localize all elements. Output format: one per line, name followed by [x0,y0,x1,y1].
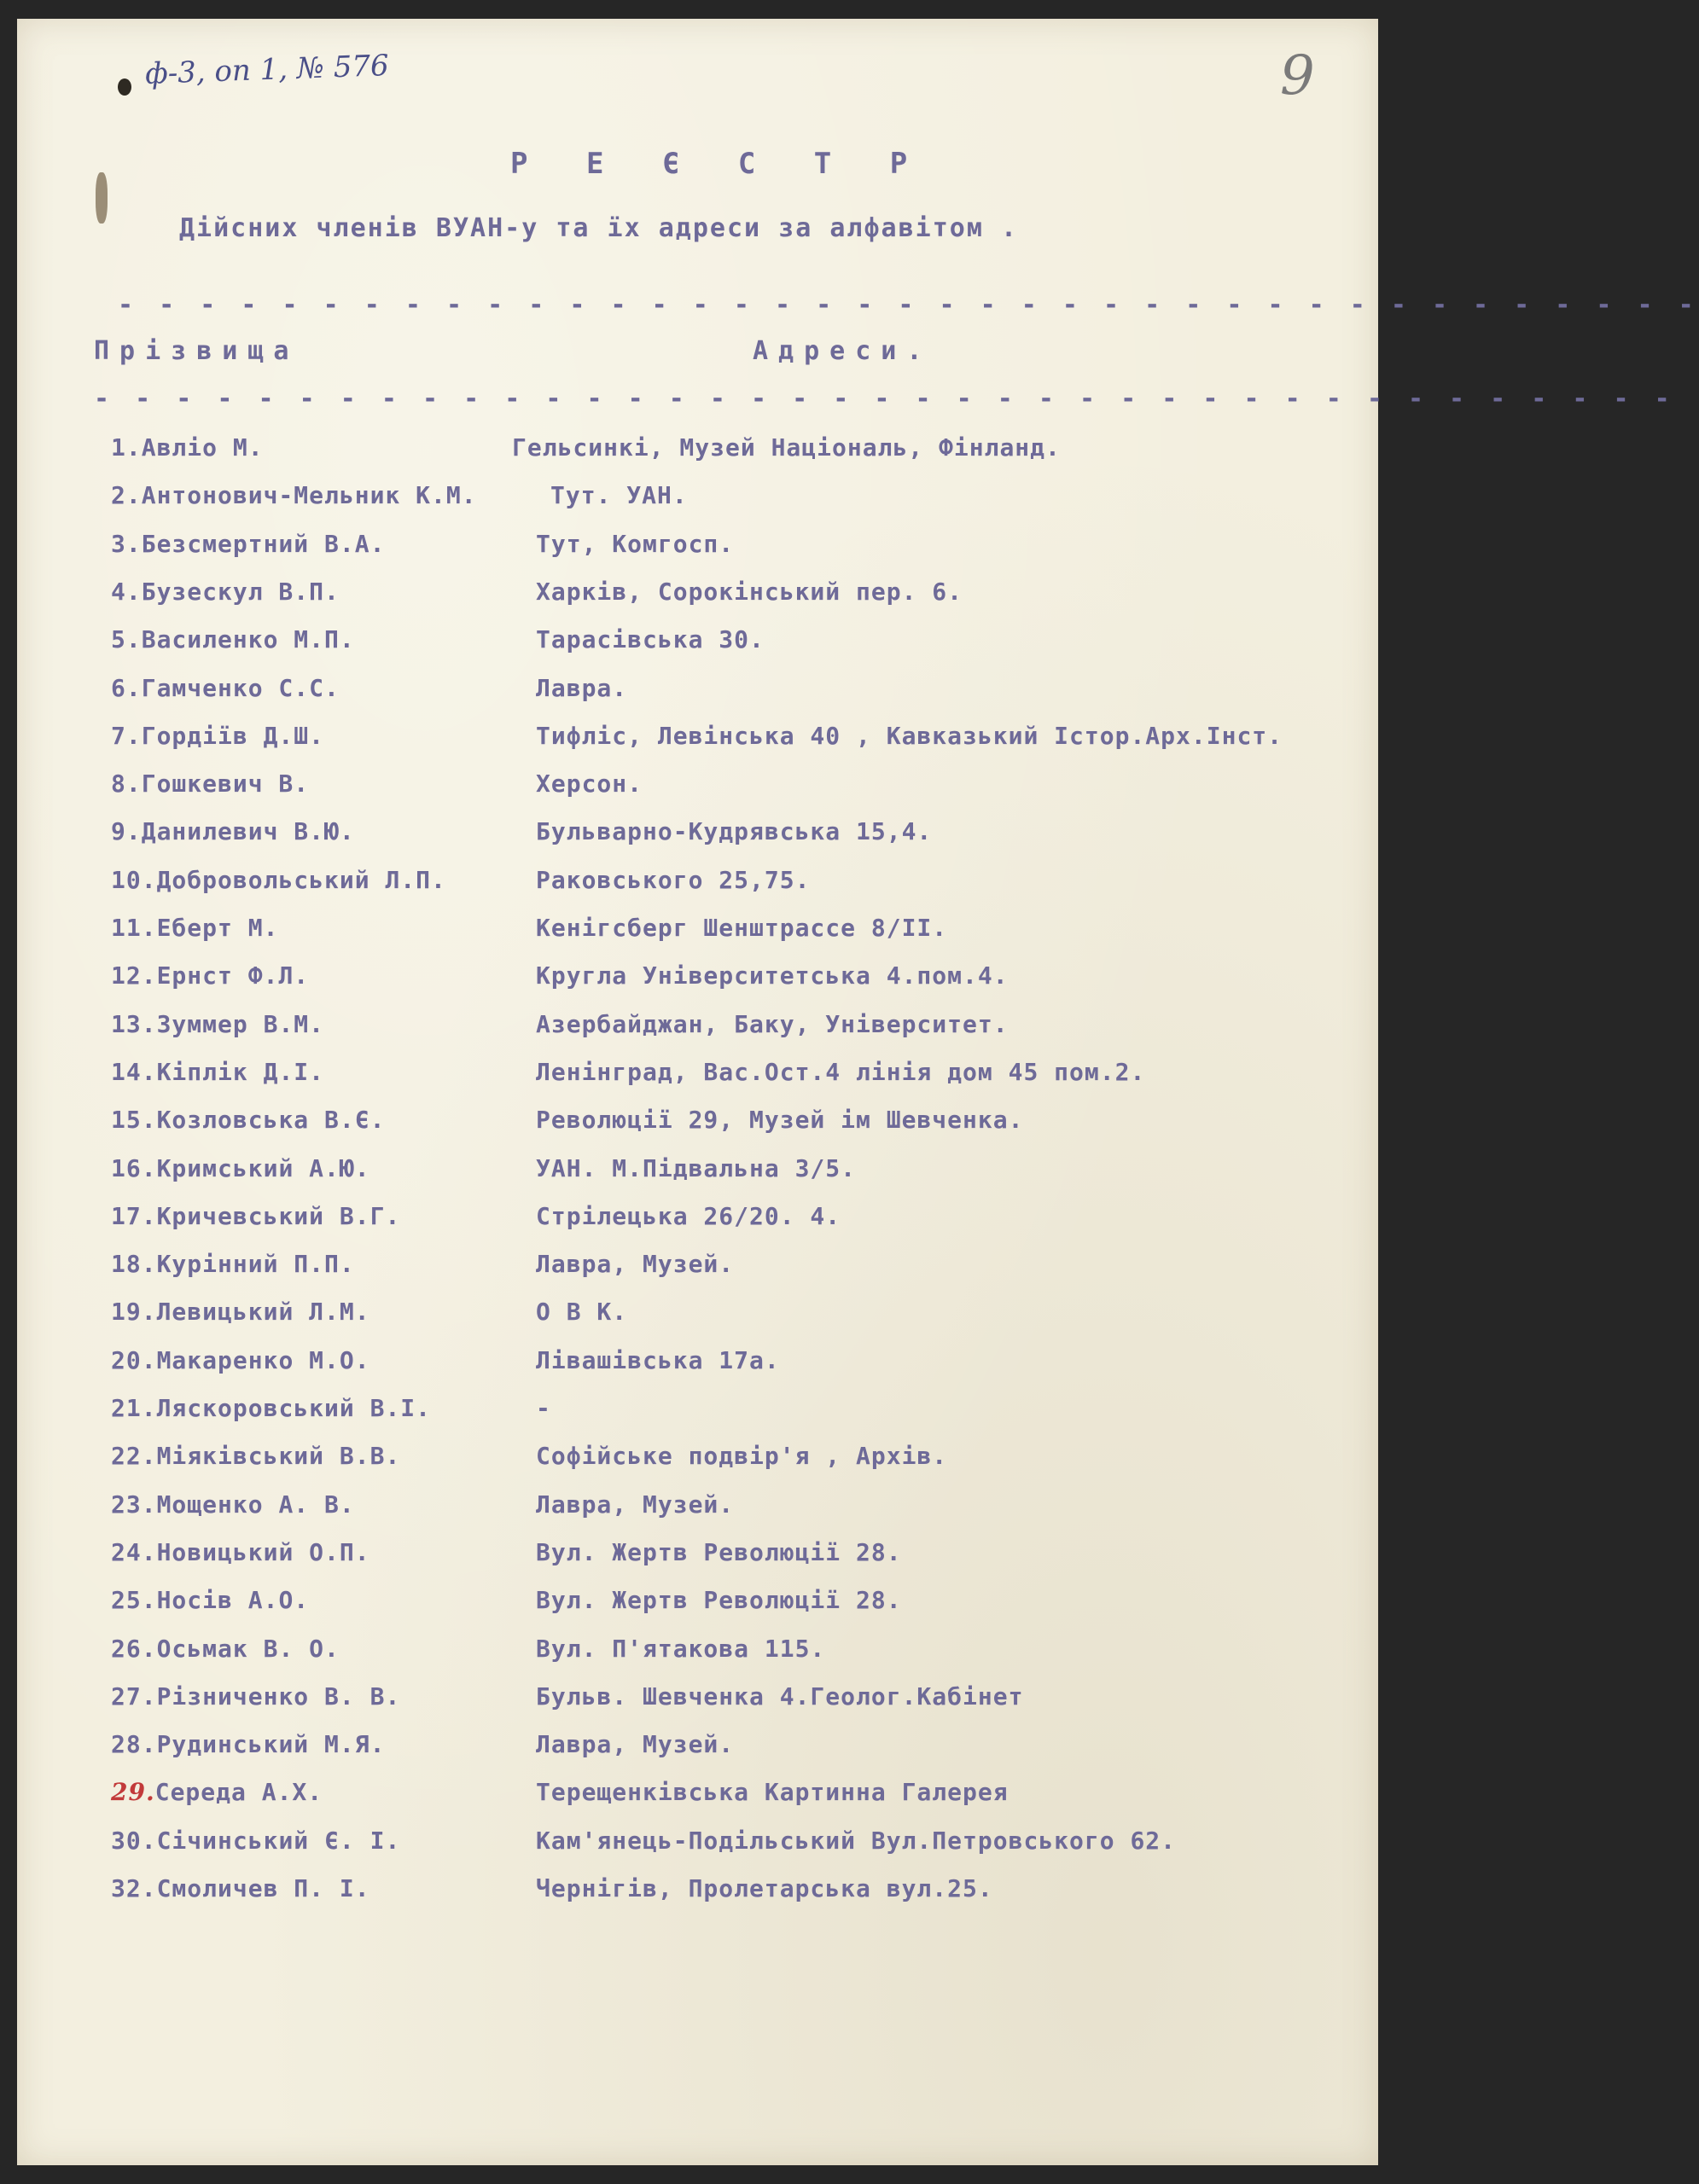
row-number: 26. [111,1635,157,1663]
member-address: Лавра, Музей. [536,1730,735,1758]
member-name [111,1827,400,1855]
member-address: Тифліс, Левінська 40 , Кавказький Істор.Арх.Інст. [536,722,1283,750]
table-row [17,1010,1378,1058]
row-number: 29. [111,1778,155,1806]
member-name [111,1346,370,1374]
member-name [111,530,385,558]
member-surname: Новицький О.П. [156,1538,370,1566]
member-name [111,866,446,894]
member-address: Софійське подвір'я , Архів. [536,1442,948,1470]
paper-stain [96,172,108,224]
member-name [111,961,309,990]
table-row [17,1827,1378,1874]
table-row [17,914,1378,961]
row-number: 10. [111,866,157,894]
member-surname: Безсмертний В.А. [141,530,386,558]
row-number: 28. [111,1730,157,1758]
member-name [111,1058,324,1086]
document-title: Р Е Є С Т Р [510,147,928,181]
binding-hole [118,78,131,96]
table-row [17,1778,1378,1826]
row-number: 13. [111,1010,157,1038]
member-name [111,433,264,462]
table-row [17,1490,1378,1538]
member-name [111,1154,370,1182]
member-name [111,625,355,653]
row-number: 2. [111,481,142,509]
member-name [111,1106,385,1134]
row-number: 3. [111,530,142,558]
member-surname: Добровольський Л.П. [156,866,446,894]
table-row [17,578,1378,625]
member-address: Кенігсберг Шенштрассе 8/II. [536,914,948,942]
member-name [111,914,278,942]
member-name [111,1778,323,1806]
member-name [111,1442,400,1470]
table-row [17,1394,1378,1442]
member-surname: Кіплік Д.І. [156,1058,325,1086]
row-number: 32. [111,1874,157,1902]
row-number: 23. [111,1490,157,1519]
member-surname: Кричевський В.Г. [156,1202,401,1230]
member-surname: Гордіїв Д.Ш. [141,722,325,750]
member-name [111,1250,355,1278]
separator-line-bottom: - - - - - - - - - - - - - - - - - - - - - - - - - - - - - - - - - - - - - - - [94,384,1675,414]
table-row [17,1154,1378,1202]
member-surname: Авліо М. [141,433,264,462]
table-row [17,866,1378,914]
row-number: 18. [111,1250,157,1278]
member-surname: Данилевич В.Ю. [141,817,355,845]
row-number: 15. [111,1106,157,1134]
member-address: Вул. Жертв Революції 28. [536,1586,902,1614]
member-address: Лівашівська 17а. [536,1346,780,1374]
member-surname: Левицький Л.М. [156,1298,370,1326]
separator-line-top: - - - - - - - - - - - - - - - - - - - - - - - - - - - - - - - - - - - - - - - [118,290,1699,320]
table-row [17,674,1378,722]
member-name [111,1538,370,1566]
table-row [17,1538,1378,1586]
row-number: 16. [111,1154,157,1182]
row-number: 5. [111,625,142,653]
table-row [17,1250,1378,1298]
row-number: 17. [111,1202,157,1230]
member-name [111,1298,370,1326]
table-row [17,1202,1378,1250]
member-address: Лавра. [536,674,628,702]
member-address: Гельсинкі, Музей Національ, Фінланд. [512,433,1061,462]
member-name [111,674,340,702]
row-number: 27. [111,1682,157,1711]
row-number: 1. [111,433,142,462]
row-number: 9. [111,817,142,845]
table-row [17,1058,1378,1106]
table-row [17,1442,1378,1490]
member-address: Ленінград, Вас.Ост.4 лінія дом 45 пом.2. [536,1058,1146,1086]
table-row [17,625,1378,673]
row-number: 6. [111,674,142,702]
document-page [17,19,1699,2165]
member-name [111,1490,355,1519]
member-address: Бульв. Шевченка 4.Геолог.Кабінет [536,1682,1024,1711]
member-name [111,1730,385,1758]
member-surname: Макаренко М.О. [156,1346,370,1374]
document-subtitle: Дійсних членів ВУАН-у та їх адреси за алфавітом . [179,213,1019,243]
table-row [17,722,1378,770]
member-address: Бульварно-Кудрявська 15,4. [536,817,933,845]
member-surname: Середа А.Х. [154,1778,323,1806]
row-number: 14. [111,1058,157,1086]
member-address: Кам'янець-Подільський Вул.Петровського 62. [536,1827,1177,1855]
table-row [17,1682,1378,1730]
row-number: 4. [111,578,142,606]
member-surname: Бузескул В.П. [141,578,340,606]
member-name [111,1635,340,1663]
member-name [111,1874,370,1902]
member-address: Стрілецька 26/20. 4. [536,1202,841,1230]
table-row [17,1635,1378,1682]
member-address: УАН. М.Підвальна 3/5. [536,1154,857,1182]
member-address: Революції 29, Музей ім Шевченка. [536,1106,1024,1134]
member-address: Кругла Університетська 4.пом.4. [536,961,1009,990]
table-row [17,1298,1378,1345]
member-name [111,1010,324,1038]
member-surname: Гошкевич В. [141,770,310,798]
member-surname: Козловська В.Є. [156,1106,386,1134]
table-row [17,1346,1378,1394]
table-row [17,1730,1378,1778]
member-address: - [536,1394,551,1422]
row-number: 7. [111,722,142,750]
member-surname: Василенко М.П. [141,625,355,653]
member-surname: Смоличев П. І. [156,1874,370,1902]
member-surname: Ляскоровський В.І. [156,1394,432,1422]
member-name [111,1394,431,1422]
member-name [111,722,324,750]
column-header-address: Адреси. [753,336,933,366]
member-name [111,481,477,509]
member-address: Раковського 25,75. [536,866,811,894]
member-name [111,770,309,798]
member-address: Азербайджан, Баку, Університет. [536,1010,1009,1038]
member-address: Тарасівська 30. [536,625,765,653]
member-surname: Міяківський В.В. [156,1442,401,1470]
member-surname: Антонович-Мельник К.М. [141,481,477,509]
member-surname: Січинський Є. І. [156,1827,401,1855]
column-header-name: Прізвища [94,336,300,366]
member-name [111,1202,400,1230]
table-row [17,530,1378,578]
row-number: 22. [111,1442,157,1470]
member-surname: Різниченко В. В. [156,1682,401,1711]
row-number: 20. [111,1346,157,1374]
member-surname: Ернст Ф.Л. [156,961,310,990]
member-surname: Зуммер В.М. [156,1010,325,1038]
member-address: Вул. П'ятакова 115. [536,1635,826,1663]
row-number: 11. [111,914,157,942]
table-row [17,481,1378,529]
row-number: 30. [111,1827,157,1855]
member-address: Терещенківська Картинна Галерея [536,1778,1009,1806]
table-row [17,1586,1378,1634]
table-row [17,433,1378,481]
page-number: 9 [1280,44,1315,107]
row-number: 12. [111,961,157,990]
row-number: 25. [111,1586,157,1614]
member-address: Чернігів, Пролетарська вул.25. [536,1874,993,1902]
member-surname: Курінний П.П. [156,1250,355,1278]
table-row [17,961,1378,1009]
member-address: Херсон. [536,770,643,798]
member-surname: Кримський А.Ю. [156,1154,370,1182]
member-name [111,817,355,845]
member-address: Тут. УАН. [550,481,688,509]
row-number: 8. [111,770,142,798]
member-surname: Гамченко С.С. [141,674,340,702]
member-address: Лавра, Музей. [536,1490,735,1519]
member-surname: Еберт М. [156,914,279,942]
table-row [17,1874,1378,1922]
row-number: 24. [111,1538,157,1566]
member-surname: Мощенко А. В. [156,1490,355,1519]
member-surname: Осьмак В. О. [156,1635,340,1663]
row-number: 19. [111,1298,157,1326]
member-name [111,1682,400,1711]
member-address: Лавра, Музей. [536,1250,735,1278]
member-surname: Носів А.О. [156,1586,310,1614]
member-name [111,1586,309,1614]
member-name [111,578,340,606]
table-row [17,770,1378,817]
table-row [17,817,1378,865]
member-address: Харків, Сорокінський пер. 6. [536,578,963,606]
archive-reference: ф-3, оп 1, № 576 [144,49,390,91]
member-address: Вул. Жертв Революції 28. [536,1538,902,1566]
member-address: Тут, Комгосп. [536,530,735,558]
member-surname: Рудинський М.Я. [156,1730,386,1758]
row-number: 21. [111,1394,157,1422]
table-row [17,1106,1378,1153]
member-address: О В К. [536,1298,628,1326]
